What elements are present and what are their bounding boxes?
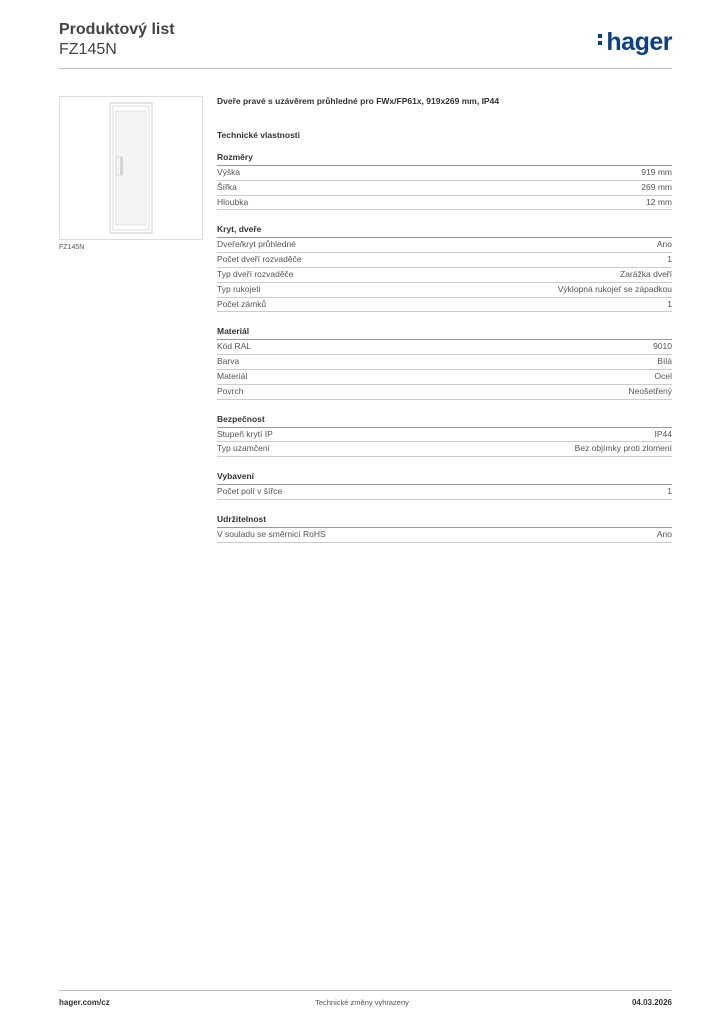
spec-row — [217, 181, 672, 196]
footer-divider — [59, 990, 672, 991]
spec-row — [217, 385, 672, 400]
spec-row — [217, 283, 672, 298]
spec-value: Ocel — [654, 370, 672, 381]
spec-label: Typ dveří rozvaděče — [217, 268, 294, 279]
spec-row — [217, 442, 672, 457]
footer-date: 04.03.2026 — [631, 998, 672, 1007]
spec-label: Šířka — [217, 181, 237, 192]
spec-value: Výklopná rukojeť se západkou — [557, 283, 672, 294]
spec-row — [217, 528, 672, 543]
logo-text: hager — [606, 28, 672, 56]
spec-row — [217, 370, 672, 385]
footer-notice: Technické změny vyhrazeny — [315, 998, 409, 1007]
spec-label: V souladu se směrnicí RoHS — [217, 528, 326, 539]
section-title-equipment: Vybavení — [217, 471, 672, 485]
spec-row — [217, 196, 672, 211]
spec-row — [217, 485, 672, 500]
product-description: Dveře pravé s uzávěrem průhledné pro FWx/FP61x, 919x269 mm, IP44 — [217, 96, 500, 106]
spec-label: Stupeň krytí IP — [217, 428, 273, 439]
product-code: FZ145N — [59, 41, 117, 58]
document-header — [59, 20, 175, 60]
spec-label: Barva — [217, 356, 240, 367]
hager-logo — [598, 28, 672, 56]
spec-value: Bílá — [657, 356, 672, 367]
spec-row — [217, 268, 672, 283]
section-title-cover-door: Kryt, dveře — [217, 224, 672, 238]
product-content — [217, 95, 672, 543]
spec-value: 269 mm — [641, 181, 672, 192]
spec-value: 1 — [667, 298, 672, 309]
spec-label: Typ uzamčení — [217, 443, 270, 454]
spec-label: Povrch — [217, 385, 244, 396]
spec-label: Hloubka — [217, 196, 249, 207]
product-image — [59, 96, 203, 240]
spec-value: 1 — [667, 486, 672, 497]
spec-row — [217, 253, 672, 268]
section-title-sustainability: Udržitelnost — [217, 514, 672, 528]
section-title-material: Materiál — [217, 326, 672, 340]
spec-value: 12 mm — [646, 196, 672, 207]
header-divider — [59, 68, 672, 69]
spec-label: Materiál — [217, 370, 248, 381]
logo-dots-icon — [598, 31, 604, 48]
spec-row — [217, 340, 672, 355]
footer-website: hager.com/cz — [59, 998, 110, 1007]
spec-row — [217, 298, 672, 313]
spec-value: Zarážka dveří — [620, 268, 672, 279]
spec-row — [217, 166, 672, 181]
spec-value: IP44 — [654, 428, 672, 439]
spec-value: Ano — [656, 239, 672, 250]
spec-value: Bez objímky proti zlomení — [574, 443, 672, 454]
section-title-dimensions: Rozměry — [217, 152, 672, 166]
specs-title: Technické vlastnosti — [217, 130, 300, 140]
door-panel-icon — [60, 97, 202, 239]
spec-label: Kód RAL — [217, 341, 252, 352]
section-title-safety: Bezpečnost — [217, 414, 672, 428]
spec-label: Počet zámků — [217, 298, 267, 309]
document-title: Produktový list — [59, 21, 175, 38]
spec-label: Výška — [217, 167, 241, 177]
spec-row — [217, 355, 672, 370]
spec-value: Ano — [656, 528, 672, 539]
spec-value: 9010 — [653, 341, 672, 352]
spec-label: Počet polí v šířce — [217, 486, 283, 497]
spec-value: 919 mm — [641, 167, 672, 177]
spec-value: Neošetřený — [628, 385, 672, 396]
image-caption: FZ145N — [59, 244, 85, 251]
spec-label: Počet dveří rozvaděče — [217, 254, 302, 265]
spec-value: 1 — [667, 254, 672, 265]
spec-row — [217, 428, 672, 443]
spec-label: Dveře/kryt průhledné — [217, 239, 296, 250]
spec-label: Typ rukojeti — [217, 283, 261, 294]
spec-row — [217, 238, 672, 253]
